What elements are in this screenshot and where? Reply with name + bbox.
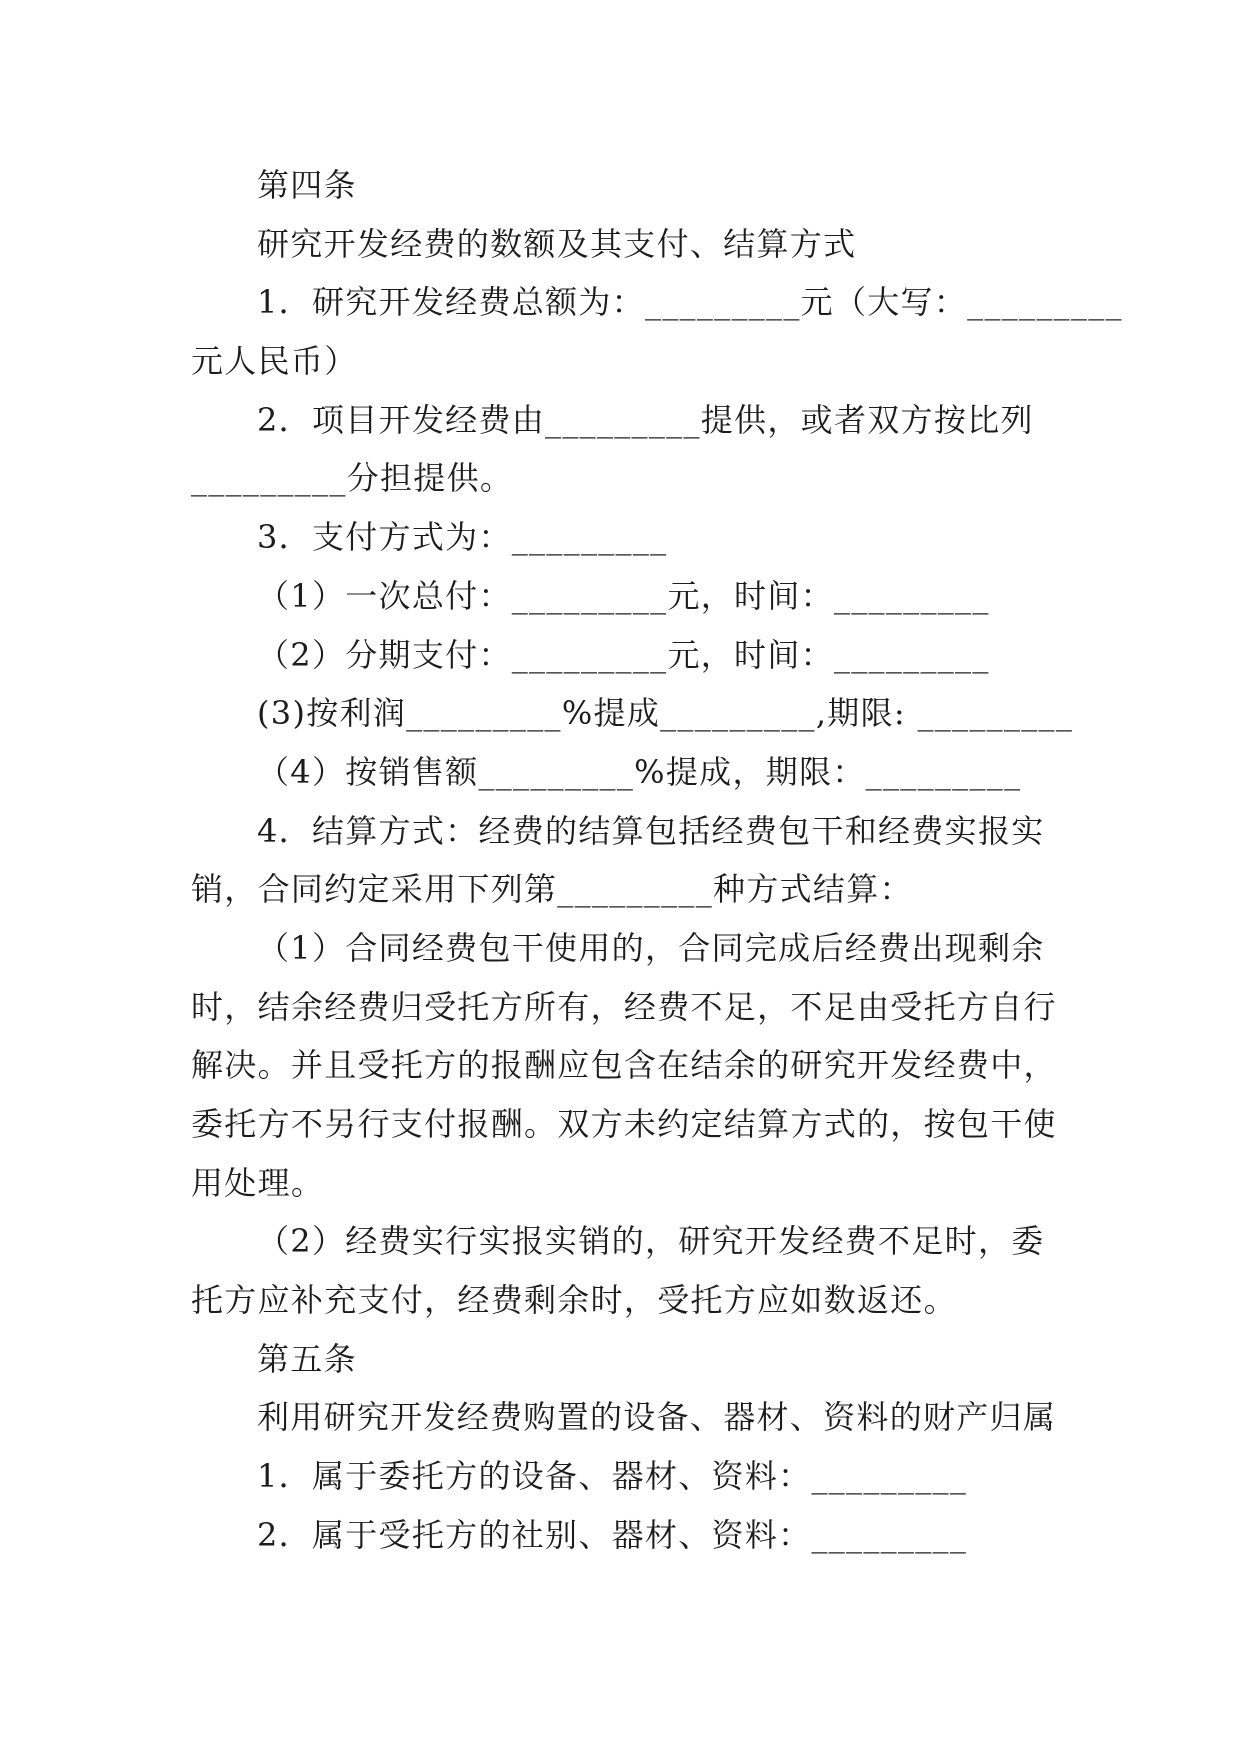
article-4-line: 4．结算方式：经费的结算包括经费包干和经费实报实 (257, 811, 1045, 850)
article-4-line: （4）按销售额_________%提成，期限：_________ (257, 752, 1022, 791)
document-body (191, 156, 1123, 1565)
article-5-line: 2．属于受托方的社别、器材、资料：_________ (257, 1515, 968, 1554)
article-4-subject: 研究开发经费的数额及其支付、结算方式 (257, 224, 857, 263)
article-4-line: _________分担提供。 (191, 459, 514, 498)
article-4-line: 2．项目开发经费由_________提供，或者双方按比列 (257, 400, 1034, 439)
article-4-line: 销，合同约定采用下列第_________种方式结算： (191, 870, 913, 909)
article-4-line: (3)按利润_________%提成_________,期限: _________ (257, 694, 1074, 733)
article-4-line: 时，结余经费归受托方所有，经费不足，不足由受托方自行 (191, 987, 1057, 1026)
article-4-line: （2）经费实行实报实销的，研究开发经费不足时，委 (257, 1222, 1045, 1261)
article-4-line: （1）一次总付：_________元，时间：_________ (257, 576, 990, 615)
article-4-heading: 第四条 (257, 166, 357, 204)
article-4-line: 托方应补充支付，经费剩余时，受托方应如数返还。 (191, 1281, 957, 1320)
article-4-line: 1．研究开发经费总额为：_________元（大写：_________ (257, 283, 1123, 322)
article-4-line: 元人民币） (191, 342, 358, 381)
article-4-line: 用处理。 (191, 1163, 325, 1202)
article-5-line: 1．属于委托方的设备、器材、资料：_________ (257, 1457, 968, 1496)
article-4-line: 委托方不另行支付报酬。双方未约定结算方式的，按包干使 (191, 1105, 1057, 1143)
article-4-line: 解决。并且受托方的报酬应包含在结余的研究开发经费中， (191, 1046, 1057, 1085)
article-4-line: （2）分期支付：_________元，时间：_________ (257, 635, 990, 674)
article-4-line: （1）合同经费包干使用的，合同完成后经费出现剩余 (257, 928, 1045, 967)
article-5-subject: 利用研究开发经费购置的设备、器材、资料的财产归属 (257, 1398, 1057, 1437)
article-5-heading: 第五条 (257, 1339, 357, 1378)
article-4-line: 3．支付方式为：_________ (257, 518, 668, 557)
